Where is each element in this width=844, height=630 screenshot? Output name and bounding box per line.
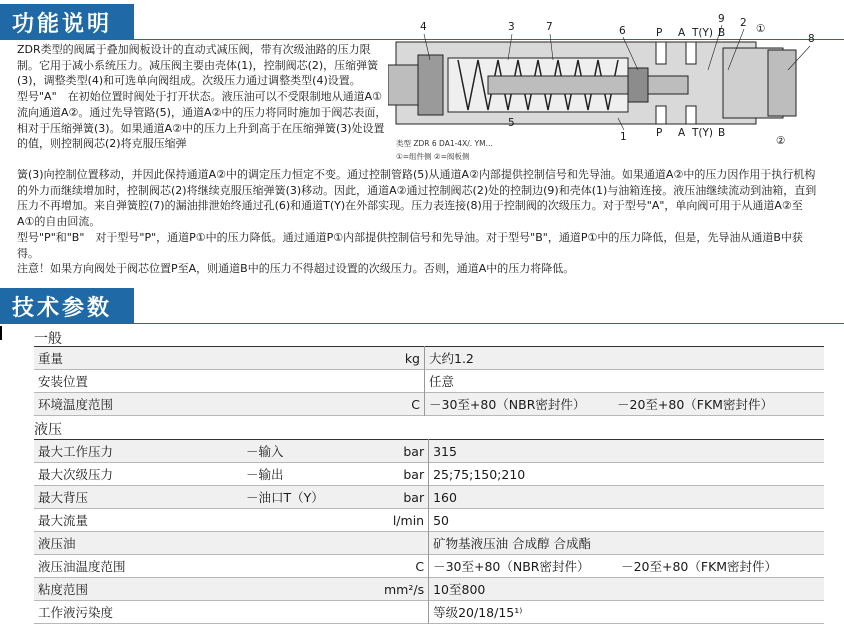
param-unit: l/min xyxy=(380,509,429,532)
diagram-label: A xyxy=(678,27,686,39)
diagram-caption-type: 类型 ZDR 6 DA1-4X/. YM… xyxy=(396,139,494,148)
param-sub: －输入 xyxy=(246,444,284,459)
param-value-2 xyxy=(617,601,824,624)
param-value-2 xyxy=(617,486,824,509)
diagram-label: 7 xyxy=(546,21,553,33)
table-row xyxy=(34,463,824,486)
param-name: 工作液污染度 xyxy=(38,605,114,620)
param-value-2 xyxy=(617,532,824,555)
param-value: －30至+80（NBR密封件） xyxy=(429,397,586,412)
param-sub xyxy=(242,347,380,370)
table-row xyxy=(34,440,824,463)
param-sub xyxy=(242,601,380,624)
param-name: 安装位置 xyxy=(38,374,89,389)
param-sub xyxy=(242,509,380,532)
param-unit xyxy=(380,601,429,624)
diagram-label: 3 xyxy=(508,21,515,33)
section-title-function: 功能说明 xyxy=(0,4,134,40)
diagram-label: A xyxy=(678,127,686,139)
param-value-2 xyxy=(613,370,824,393)
diagram-label: 1 xyxy=(620,131,627,143)
param-value: 任意 xyxy=(429,374,455,389)
param-unit: C xyxy=(380,555,429,578)
param-name: 最大次级压力 xyxy=(38,467,114,482)
param-sub xyxy=(242,532,380,555)
hydraulic-heading: 液压 xyxy=(34,422,62,438)
general-params-table xyxy=(34,346,824,416)
param-name: 最大流量 xyxy=(38,513,89,528)
table-row xyxy=(34,347,824,370)
param-value: 160 xyxy=(433,489,457,505)
param-value: 25;75;150;210 xyxy=(433,466,526,482)
description-left: ZDR类型的阀属于叠加阀板设计的直动式减压阀，带有次级油路的压力限制。它用于减小系统压力。减压阀主要由壳体(1)，控制阀芯(2)，压缩弹簧(3)，调整类型(4)和可选单向阀组成。次级压力通过调整类型(4)设置。 型号"A" 在初始位置时阀处于打开状态。液压油可以不受限制地从通道A①流向通道A②。通过先导管路(5)，通道A②中的压力将同时施加于阀芯表面，相对于压缩弹簧(3)。如果通道A②中的压力上升到高于在压缩弹簧(3)处设置的值，则控制阀芯(2)将克服压缩弹 xyxy=(17,43,387,151)
param-value: 大约1.2 xyxy=(429,351,474,366)
param-unit: bar xyxy=(380,486,429,509)
diagram-label: ② xyxy=(776,135,786,147)
param-value: 10至800 xyxy=(433,582,486,597)
param-value-2 xyxy=(617,463,824,486)
param-sub xyxy=(242,555,380,578)
diagram-label: 5 xyxy=(508,117,515,129)
section-divider xyxy=(0,323,844,324)
table-row xyxy=(34,393,824,416)
diagram-label: B xyxy=(718,127,726,139)
param-unit: bar xyxy=(380,440,429,463)
section-title-params: 技术参数 xyxy=(0,288,134,324)
param-value-2 xyxy=(617,440,824,463)
table-row xyxy=(34,532,824,555)
param-name: 粘度范围 xyxy=(38,582,89,597)
param-name: 环境温度范围 xyxy=(38,397,114,412)
hydraulic-params-table xyxy=(34,439,824,624)
param-value-2 xyxy=(617,509,824,532)
param-name: 重量 xyxy=(38,351,64,366)
table-row xyxy=(34,370,824,393)
param-value: 50 xyxy=(433,512,449,528)
diagram-label: P xyxy=(656,27,663,39)
param-value-2: －20至+80（FKM密封件） xyxy=(617,397,773,412)
diagram-label: T(Y) xyxy=(692,127,714,139)
diagram-caption-legend: ①=组件侧 ②=阀板侧 xyxy=(396,152,470,161)
diagram-label: ① xyxy=(756,23,766,35)
table-row xyxy=(34,555,824,578)
param-unit: kg xyxy=(380,347,425,370)
diagram-label: 8 xyxy=(808,33,815,45)
param-name: 液压油 xyxy=(38,536,76,551)
param-sub xyxy=(242,393,380,416)
diagram-label: 4 xyxy=(420,21,427,33)
diagram-label: 6 xyxy=(619,25,626,37)
param-sub: －油口T（Y） xyxy=(246,490,324,505)
general-heading: 一般 xyxy=(34,331,62,347)
section-marker xyxy=(0,326,2,340)
param-unit: C xyxy=(380,393,425,416)
param-name: 最大背压 xyxy=(38,490,89,505)
diagram-label: P xyxy=(656,127,663,139)
table-row xyxy=(34,486,824,509)
diagram-label: 9 xyxy=(718,13,725,25)
param-unit xyxy=(380,370,425,393)
param-value: 315 xyxy=(433,443,457,459)
table-row xyxy=(34,601,824,624)
param-unit xyxy=(380,532,429,555)
param-value-2: －20至+80（FKM密封件） xyxy=(621,559,778,574)
param-value-2 xyxy=(613,347,824,370)
diagram-label: 2 xyxy=(740,17,747,29)
diagram-label: B xyxy=(718,27,726,39)
param-value: －30至+80（NBR密封件） xyxy=(433,559,590,574)
diagram-label: T(Y) xyxy=(692,27,714,39)
param-name: 液压油温度范围 xyxy=(38,559,126,574)
table-row xyxy=(34,509,824,532)
param-name: 最大工作压力 xyxy=(38,444,114,459)
param-sub xyxy=(242,578,380,601)
param-unit: mm²/s xyxy=(380,578,429,601)
param-unit: bar xyxy=(380,463,429,486)
valve-cross-section-diagram xyxy=(388,10,838,165)
description-full: 簧(3)向控制位置移动，并因此保持通道A②中的调定压力恒定不变。通过控制管路(5)从通道A②内部提供控制信号和先导油。如果通道A②中的压力因作用于执行机构的外力而继续增加时，控制阀芯(2)将继续克服压缩弹簧(3)移动。因此，通道A②通过控制阀芯(2)处的控制边(9)和壳体(1)与油箱连接。液压油继续流动到油箱，直到压力不再增加。来自弹簧腔(7)的漏油排泄始终通过孔(6)和通道T(Y)在外部实现。压力表连接(8)用于控制阀的次级压力。对于型号"A"，单向阀可用于从通道A②至A①的自由回流。 型号"P"和"B" 对于型号"P"，通道P①中的压力降低。通过通道P①内部提供控制信号和先导油。对于型号"B"，通道P①中的压力降低，但是，先导油从通道B中获得。 注意！如果方向阀处于阀芯位置P至A，则通道B中的压力不得超过设置的次级压力。否则，通道A中的压力将降低。 xyxy=(17,168,817,276)
param-value-2 xyxy=(617,578,824,601)
param-value: 等级20/18/15¹⁾ xyxy=(433,605,523,620)
param-value: 矿物基液压油 合成醇 合成酯 xyxy=(433,536,592,551)
table-row xyxy=(34,578,824,601)
param-sub: －输出 xyxy=(246,467,284,482)
param-sub xyxy=(242,370,380,393)
